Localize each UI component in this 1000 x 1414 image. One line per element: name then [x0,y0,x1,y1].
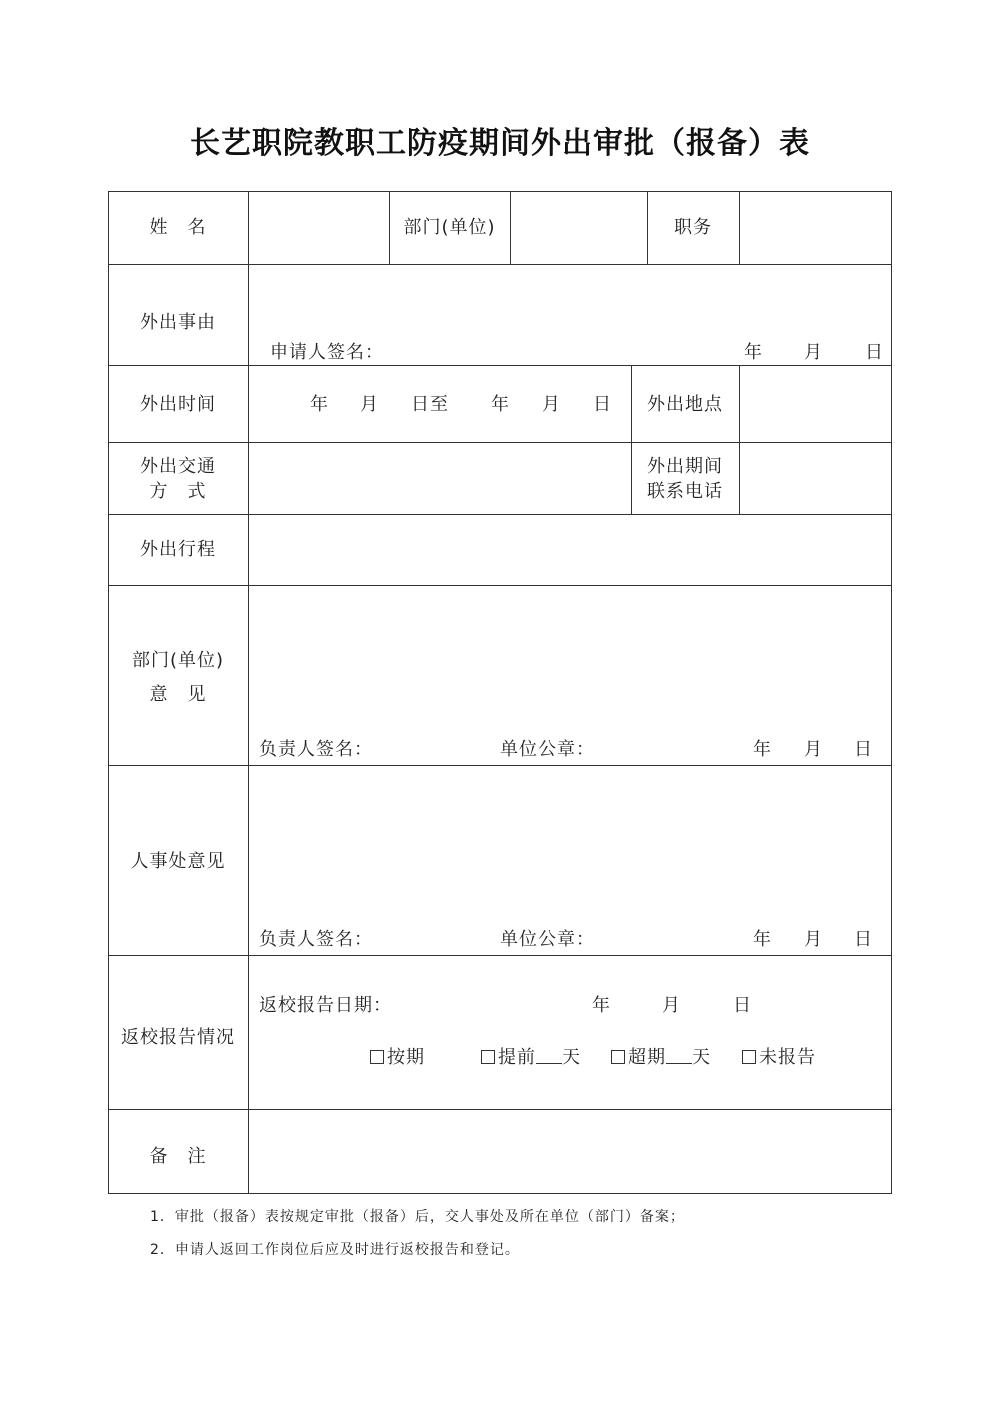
table-border-right [891,191,892,1194]
time-label: 外出时间 [140,394,216,415]
hr-leader-signature-label: 负责人签名： [259,929,373,950]
row-line [108,955,892,956]
option-not-reported-label: 未报告 [759,1047,816,1068]
time-end-month: 月 [542,394,561,415]
reason-field[interactable] [250,265,890,337]
transport-field[interactable] [250,443,630,513]
location-label: 外出地点 [647,394,723,415]
return-date-label: 返校报告日期： [259,995,392,1016]
checkbox-on-time[interactable] [370,1050,384,1064]
dept-leader-signature-label: 负责人签名： [259,739,373,760]
option-overdue[interactable] [611,1047,711,1069]
time-start-day-to: 日至 [411,394,449,415]
cell-divider [739,365,740,514]
hr-opinion-field[interactable] [250,766,890,916]
itinerary-field[interactable] [250,515,890,584]
time-end-year: 年 [491,394,510,415]
hr-opinion-label: 人事处意见 [130,851,226,872]
transport-label-line2: 方 式 [149,481,207,502]
option-early-unit: 天 [562,1047,581,1068]
dept-opinion-label-line1: 部门(单位) [131,650,225,671]
position-label: 职务 [674,217,712,238]
time-start-month: 月 [360,394,379,415]
option-early-label: 提前 [498,1047,536,1068]
remarks-field[interactable] [250,1110,890,1192]
dept-month: 月 [804,739,823,760]
checkbox-overdue[interactable] [611,1050,625,1064]
option-on-time[interactable] [370,1047,425,1069]
cell-divider [739,191,740,264]
dept-day: 日 [854,739,873,760]
page-title: 长艺职院教职工防疫期间外出审批（报备）表 [190,126,810,161]
checkbox-not-reported[interactable] [742,1050,756,1064]
return-report-label: 返校报告情况 [121,1027,235,1048]
checkbox-early[interactable] [481,1050,495,1064]
hr-year: 年 [753,929,772,950]
applicant-signature-label: 申请人签名： [270,342,384,363]
return-day: 日 [733,995,752,1016]
note-item: 2．申请人返回工作岗位后应及时进行返校报告和登记。 [150,1242,520,1258]
option-overdue-unit: 天 [692,1047,711,1068]
hr-unit-seal-label: 单位公章： [500,929,595,950]
phone-label-line2: 联系电话 [647,481,723,502]
row-line [108,1193,892,1194]
option-overdue-label: 超期 [628,1047,666,1068]
name-field[interactable] [250,192,388,264]
location-field[interactable] [741,366,890,441]
dept-year: 年 [753,739,772,760]
option-early[interactable] [481,1047,581,1069]
hr-month: 月 [804,929,823,950]
department-field[interactable] [512,192,646,264]
transport-label-line1: 外出交通 [140,456,216,477]
reason-label: 外出事由 [140,312,216,333]
phone-field[interactable] [741,443,890,513]
return-month: 月 [662,995,681,1016]
option-on-time-label: 按期 [387,1047,425,1068]
reason-year: 年 [744,342,763,363]
remarks-label: 备 注 [149,1146,207,1167]
early-days-blank[interactable] [536,1047,562,1064]
overdue-days-blank[interactable] [666,1047,692,1064]
option-not-reported[interactable] [742,1047,816,1069]
note-item: 1．审批（报备）表按规定审批（报备）后，交人事处及所在单位（部门）备案； [150,1209,685,1225]
time-end-day: 日 [593,394,612,415]
hr-day: 日 [854,929,873,950]
phone-label-line1: 外出期间 [647,456,723,477]
dept-unit-seal-label: 单位公章： [500,739,595,760]
time-start-year: 年 [310,394,329,415]
name-label: 姓 名 [149,217,207,238]
return-year: 年 [592,995,611,1016]
itinerary-label: 外出行程 [140,539,216,560]
reason-month: 月 [804,342,823,363]
position-field[interactable] [741,192,890,264]
cell-divider [510,191,511,264]
label-column-divider [248,191,249,1194]
reason-day: 日 [865,342,884,363]
dept-opinion-field[interactable] [250,586,890,726]
dept-opinion-label-line2: 意 见 [149,684,207,705]
department-label: 部门(单位) [403,217,496,238]
